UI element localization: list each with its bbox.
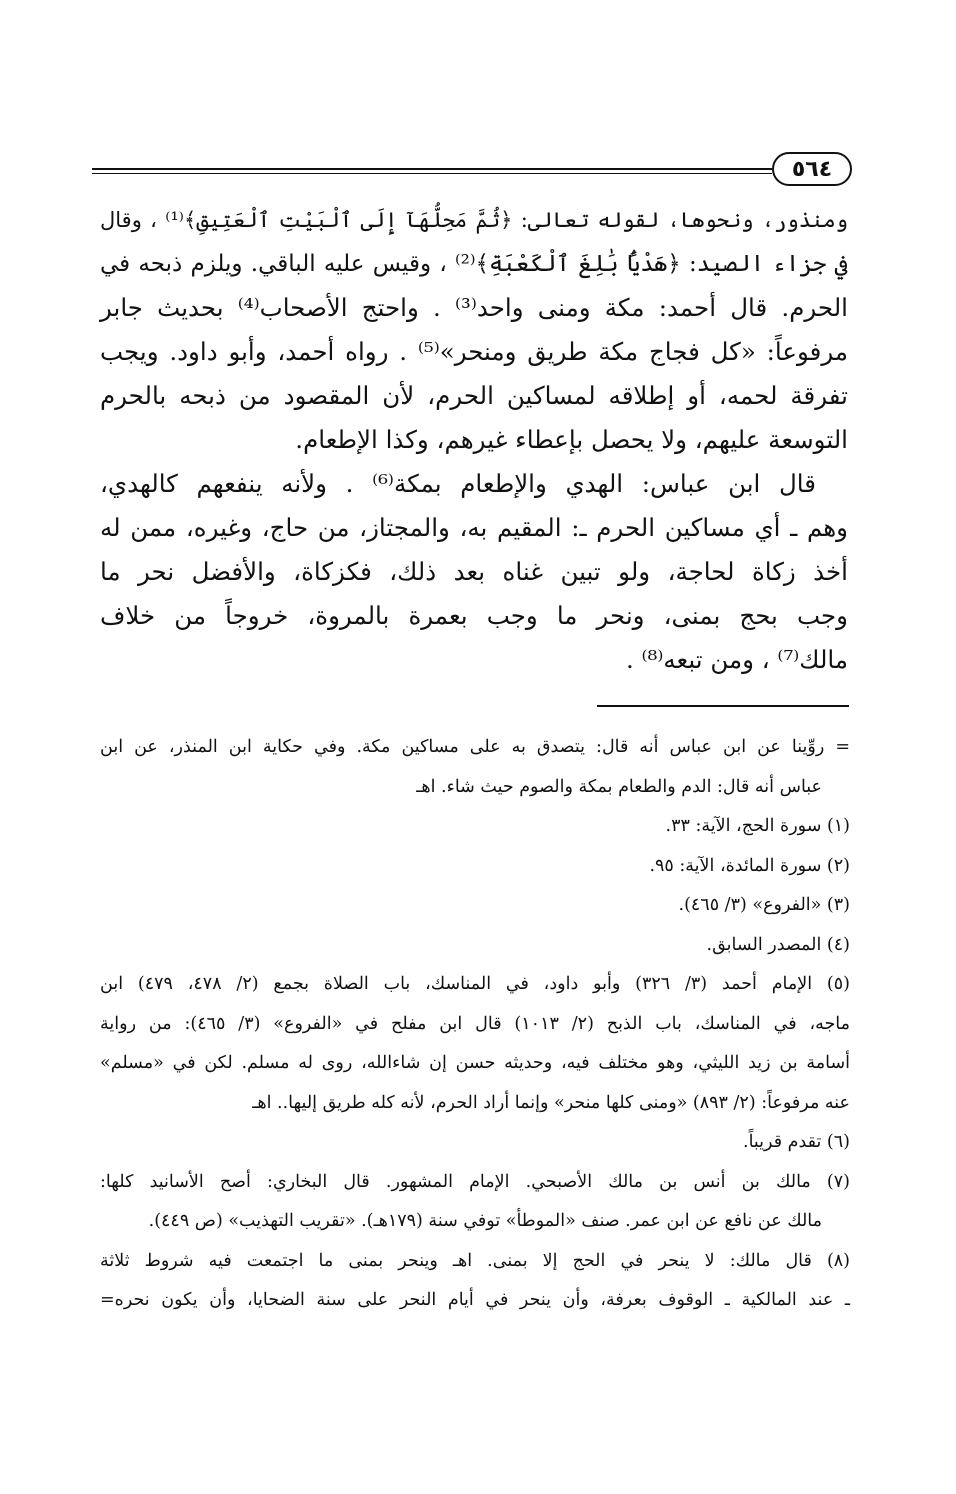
footnote-line: ماجه، في المناسك، باب الذبح (٢/ ١٠١٣) قال ابن مفلح في «الفروع» (٣/ ٤٦٥): من رواية <box>100 1013 850 1034</box>
page-number-badge: ٥٦٤ <box>772 152 852 186</box>
main-line: مرفوعاً: «كل فجاج مكة طريق ومنحر»⁽⁵⁾ . رواه أحمد، وأبو داود. ويجب <box>100 337 848 366</box>
main-line: أخذ زكاة لحاجة، ولو تبين غناه بعد ذلك، فكزكاة، والأفضل نحر ما <box>100 557 848 586</box>
footnote-line: (١) سورة الحج، الآية: ٣٣. <box>665 816 850 836</box>
main-line: تفرقة لحمه، أو إطلاقه لمساكين الحرم، لأن المقصود من ذبحه بالحرم <box>100 381 848 410</box>
footnote-line: ـ عند المالكية ـ الوقوف بعرفة، وأن ينحر في أيام النحر على سنة الضحايا، وأن يكون نحره= <box>100 1290 850 1310</box>
main-line: وهم ـ أي مساكين الحرم ـ: المقيم به، والمجتاز، من حاج، وغيره، ممن له <box>100 513 848 542</box>
main-line: التوسعة عليهم، ولا يحصل بإعطاء غيرهم، وكذا الإطعام. <box>295 425 848 454</box>
footnote-line: (٦) تقدم قريباً. <box>743 1132 850 1152</box>
footnote-line: عنه مرفوعاً: (٢/ ٨٩٣) «ومنى كلها منحر» وإنما أراد الحرم، لأنه كله طريق إليها.. اهـ <box>252 1092 850 1113</box>
main-line: مالك⁽⁷⁾ ، ومن تبعه⁽⁸⁾ . <box>625 645 848 674</box>
main-line: قال ابن عباس: الهدي والإطعام بمكة⁽⁶⁾ . ولأنه ينفعهم كالهدي، <box>100 469 816 498</box>
page-header <box>92 152 852 186</box>
header-rule-thin <box>92 173 772 174</box>
main-line: وجب بحج بمنى، ونحر ما وجب بعمرة بالمروة، خروجاً من خلاف <box>100 601 848 630</box>
footnote-line: = روِّينا عن ابن عباس أنه قال: يتصدق به على مساكين مكة. وفي حكاية ابن المنذر، عن ابن <box>100 737 850 757</box>
footnote-line: (٣) «الفروع» (٣/ ٤٦٥). <box>678 895 850 915</box>
footnotes <box>100 728 850 1321</box>
main-line: ومنذور، ونحوها، لقوله تعالى: ﴿ثُمَّ مَحِلُّهَآ إِلَى ٱلْبَيْتِ ٱلْعَتِيقِ﴾⁽¹⁾ ، وقال <box>100 208 849 232</box>
footnote-line: عباس أنه قال: الدم والطعام بمكة والصوم حيث شاء. اهـ <box>416 776 822 797</box>
footnote-line: (٨) قال مالك: لا ينحر في الحج إلا بمنى. اهـ وينحر بمنى ما اجتمعت فيه شروط ثلاثة <box>100 1250 850 1271</box>
footnote-line: مالك عن نافع عن ابن عمر. صنف «الموطأ» توفي سنة (١٧٩هـ). «تقريب التهذيب» (ص ٤٤٩). <box>148 1211 822 1231</box>
footnote-line: (٢) سورة المائدة، الآية: ٩٥. <box>649 855 850 876</box>
footnote-line: أسامة بن زيد الليثي، وهو مختلف فيه، وحديثه حسن إن شاءالله، روى له مسلم. لكن في «مسلم» <box>100 1053 850 1073</box>
footnote-line: (٥) الإمام أحمد (٣/ ٣٢٦) وأبو داود، في المناسك، باب الصلاة بجمع (٢/ ٤٧٨، ٤٧٩) ابن <box>100 974 850 994</box>
footnote-separator <box>597 705 849 707</box>
header-rule <box>92 168 772 170</box>
footnote-line: (٧) مالك بن أنس بن مالك الأصبحي. الإمام المشهور. قال البخاري: أصح الأسانيد كلها: <box>100 1171 850 1192</box>
footnote-line: (٤) المصدر السابق. <box>706 934 850 955</box>
main-line: في جزاء الصيد: ﴿هَدْيًۢا بَٰلِغَ ٱلْكَعْبَةِ﴾⁽²⁾ ، وقيس عليه الباقي. ويلزم ذبحه في <box>100 251 848 277</box>
main-text <box>100 198 848 682</box>
main-line: الحرم. قال أحمد: مكة ومنى واحد⁽³⁾ . واحتج الأصحاب⁽⁴⁾ بحديث جابر <box>100 293 848 322</box>
